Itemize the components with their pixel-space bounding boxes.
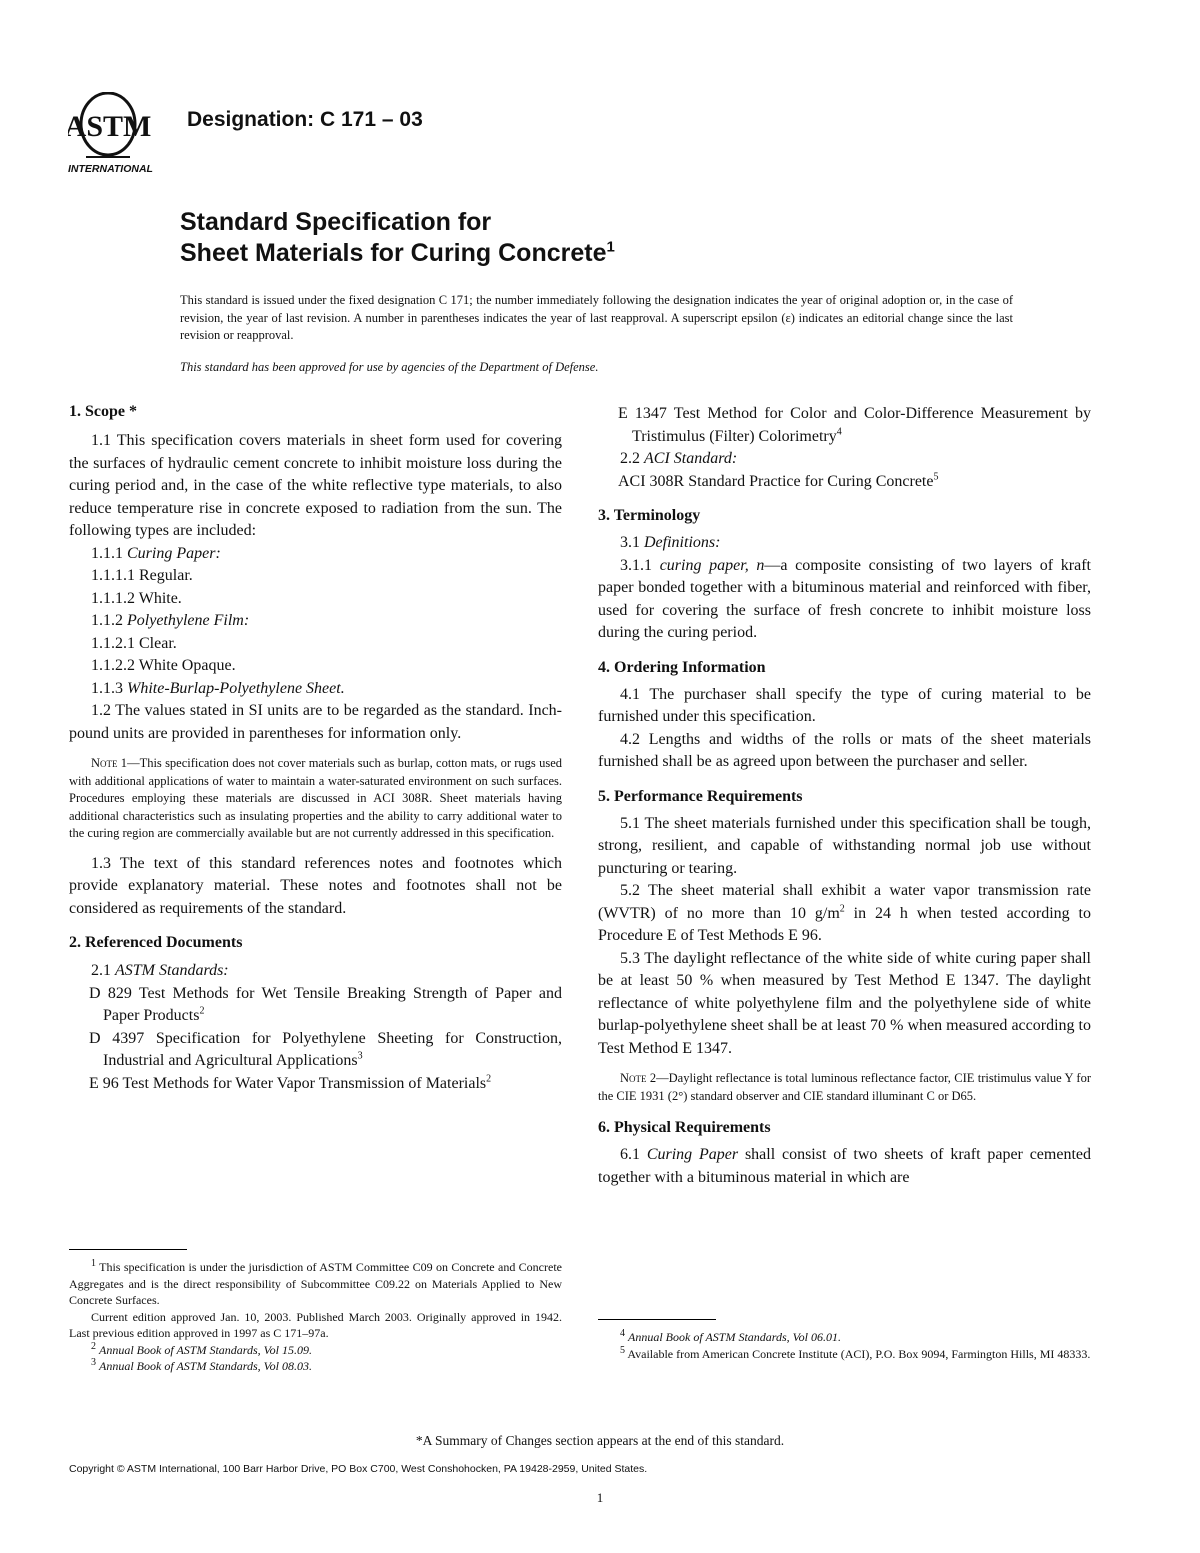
ref-aci-text: ACI 308R Standard Practice for Curing Concrete: [618, 472, 934, 490]
note-1: [69, 755, 562, 843]
ref-d4397-fn: 3: [357, 1050, 363, 1062]
footnote-4-text: Annual Book of ASTM Standards, Vol 06.01.: [628, 1330, 841, 1344]
para-2-1-text: ASTM Standards:: [115, 962, 229, 979]
footnote-3-mark: 3: [91, 1357, 96, 1368]
para-3-1-num: 3.1: [620, 534, 640, 551]
title-footnote-mark: 1: [606, 238, 615, 256]
footnote-1b: Current edition approved Jan. 10, 2003. Published March 2003. Originally approved in 1942. Last previous edition approved in 1997 as C 171–97a.: [69, 1309, 562, 1340]
left-column: [69, 403, 562, 1095]
para-4-2: 4.2 Lengths and widths of the rolls or mats of the sheet materials furnished shall be as agreed upon between the purchaser and seller.: [598, 730, 1091, 770]
right-footnote-rule: [598, 1319, 716, 1320]
ref-d4397-text: D 4397 Specification for Polyethylene Sheeting for Construction, Industrial and Agricultural Applications: [89, 1029, 562, 1069]
para-1-1-1-text: Curing Paper:: [127, 544, 221, 562]
title-line-2: [180, 238, 615, 269]
para-6-1-term: Curing Paper: [646, 1146, 739, 1163]
para-5-2-text-a: 5.2 The sheet material shall exhibit a water vapor transmission rate (WVTR) of no more than 10 g/m: [598, 882, 1091, 922]
para-1-1-3: [69, 678, 562, 701]
ref-e96-text: E 96 Test Methods for Water Vapor Transmission of Materials: [89, 1074, 487, 1092]
page-number: 1: [596, 1490, 604, 1505]
para-6-1: [598, 1144, 1091, 1189]
section-6-heading: 6. Physical Requirements: [598, 1119, 771, 1136]
astm-logo: [68, 92, 168, 177]
logo-letters: ASTM: [68, 110, 152, 143]
footnote-1-mark: 1: [91, 1258, 96, 1269]
para-5-2-text-b: in 24 h when tested according to Procedure E of Test Methods E 96.: [598, 904, 1091, 944]
para-2-2: [598, 448, 1091, 471]
ref-d829-text: D 829 Test Methods for Wet Tensile Breaking Strength of Paper and Paper Products: [89, 984, 562, 1024]
para-1-1-1-1: 1.1.1.1 Regular.: [91, 567, 193, 584]
ref-e96: [89, 1073, 562, 1096]
footnote-5-mark: 5: [620, 1344, 625, 1356]
para-1-1-2-1: 1.1.2.1 Clear.: [91, 634, 177, 652]
footnote-2-text: Annual Book of ASTM Standards, Vol 15.09.: [99, 1342, 312, 1357]
ref-d829-fn: 2: [199, 1005, 205, 1017]
logo-international: INTERNATIONAL: [68, 163, 153, 175]
footnote-1-text: This specification is under the jurisdiction of ASTM Committee C09 on Concrete and Concrete Aggregates and is the direct responsibility of Subcommittee C09.22 on Materials Applied to New Concrete Surfaces.: [69, 1260, 562, 1307]
para-1-1-1: [69, 543, 562, 566]
para-3-1: [598, 532, 1091, 555]
ref-d4397: [89, 1028, 562, 1073]
right-column: [598, 403, 1091, 1189]
para-2-2-num: 2.2: [620, 450, 640, 467]
para-3-1-1-text: —a composite consisting of two layers of kraft paper bonded together with a bituminous material and reinforced with fiber, used for covering the surface of fresh concrete to inhibit moisture loss during the curing period.: [598, 556, 1092, 641]
ref-aci-fn: 5: [933, 471, 939, 483]
para-2-2-text: ACI Standard:: [644, 450, 738, 467]
footnote-4-mark: 4: [620, 1328, 625, 1339]
astm-logo-icon: [68, 92, 168, 177]
para-1-1-1-num: 1.1.1: [91, 544, 123, 562]
ref-d829: [89, 983, 562, 1028]
footnote-5-text: Available from American Concrete Institute (ACI), P.O. Box 9094, Farmington Hills, MI 48333.: [627, 1346, 1091, 1361]
section-1-heading: 1. Scope *: [69, 403, 137, 420]
copyright: Copyright © ASTM International, 100 Barr Harbor Drive, PO Box C700, West Conshohocken, PA 19428-2959, United States.: [69, 1463, 648, 1475]
right-footnotes: [598, 1329, 1091, 1362]
approved-statement: This standard has been approved for use by agencies of the Department of Defense.: [180, 360, 599, 374]
para-1-1: 1.1 This specification covers materials in sheet form used for covering the surfaces of hydraulic cement concrete to inhibit moisture loss during the curing period and, in the case of the white reflective type materials, to also reduce temperature rise in concrete exposed to radiation from the sun. The following types are included:: [69, 432, 562, 539]
section-3-heading: 3. Terminology: [598, 507, 701, 524]
para-1-1-2-text: Polyethylene Film:: [127, 612, 250, 629]
para-1-1-3-text: White-Burlap-Polyethylene Sheet.: [127, 679, 345, 697]
left-footnote-rule: [69, 1249, 187, 1250]
para-1-1-2-2: 1.1.2.2 White Opaque.: [91, 657, 236, 674]
para-1-3: 1.3 The text of this standard references notes and footnotes which provide explanatory material. These notes and footnotes shall not be considered as requirements of the standard.: [69, 854, 562, 917]
designation: Designation: C 171 – 03: [187, 108, 423, 131]
para-6-1-num: 6.1: [620, 1146, 640, 1163]
para-5-1: 5.1 The sheet materials furnished under this specification shall be tough, strong, resilient, and capable of withstanding normal job use without puncturing or tearing.: [598, 814, 1091, 877]
issued-statement: This standard is issued under the fixed designation C 171; the number immediately following the designation indicates the year of original adoption or, in the case of revision, the year of last revision. A number in parentheses indicates the year of last reapproval. A superscript epsilon (ε) indicates an editorial change since the last revision or reapproval.: [180, 293, 1013, 342]
note-2: [598, 1070, 1091, 1105]
footnote-2-mark: 2: [91, 1340, 96, 1352]
footnote-3: [69, 1358, 562, 1375]
para-5-2-sup: 2: [839, 903, 845, 915]
para-2-1-num: 2.1: [91, 962, 111, 979]
ref-e1347-text: E 1347 Test Method for Color and Color-Difference Measurement by Tristimulus (Filter) Colorimetry: [618, 405, 1091, 445]
ref-aci: [618, 471, 1091, 494]
title-line-2-text: Sheet Materials for Curing Concrete: [180, 239, 607, 267]
para-5-3: 5.3 The daylight reflectance of the white side of white curing paper shall be at least 50 % when measured by Test Method E 1347. The daylight reflectance of white polyethylene film and the polyethylene side of white burlap-polyethylene sheet shall be at least 70 % when measured according to Test Method E 1347.: [598, 949, 1091, 1057]
ref-e96-fn: 2: [486, 1073, 492, 1085]
para-1-1-1-2: 1.1.1.2 White.: [91, 589, 182, 607]
summary-of-changes-note: *A Summary of Changes section appears at the end of this standard.: [415, 1433, 785, 1448]
section-2-heading: 2. Referenced Documents: [69, 934, 243, 951]
note-2-text: —Daylight reflectance is total luminous reflectance factor, CIE tristimulus value Y for the CIE 1931 (2°) standard observer and CIE standard illuminant C or D65.: [598, 1071, 1091, 1103]
left-footnotes: [69, 1259, 562, 1375]
para-1-2: 1.2 The values stated in SI units are to be regarded as the standard. Inch-pound units are provided in parentheses for information only.: [69, 702, 562, 742]
para-3-1-1-num: 3.1.1: [620, 556, 652, 574]
para-6-1-text: shall consist of two sheets of kraft paper cemented together with a bituminous material in which are: [598, 1146, 1092, 1186]
para-2-1: [69, 960, 562, 983]
ref-e1347: [618, 403, 1091, 448]
note-2-label: Note 2: [620, 1071, 657, 1085]
document-title: [180, 207, 615, 269]
title-line-1: Standard Specification for: [180, 208, 492, 236]
footnote-5: [598, 1346, 1091, 1363]
para-3-1-text: Definitions:: [644, 534, 721, 551]
section-4-heading: 4. Ordering Information: [598, 658, 766, 676]
para-1-1-2: [69, 610, 562, 633]
note-1-text: —This specification does not cover materials such as burlap, cotton mats, or rugs used with additional applications of water to maintain a water-saturated environment on such surfaces. Procedures employing these materials are discussed in ACI 308R. Sheet materials having additional characteristics such as insulating properties and the ability to carry additional water to the curing region are commercially available but are not currently addressed in this specification.: [69, 756, 562, 840]
para-1-1-3-num: 1.1.3: [91, 679, 123, 697]
footnote-1: [69, 1259, 562, 1309]
section-5-heading: 5. Performance Requirements: [598, 787, 803, 805]
note-1-label: Note 1: [91, 756, 128, 770]
para-1-1-2-num: 1.1.2: [91, 612, 123, 629]
footnote-2: [69, 1342, 562, 1359]
para-5-2: [598, 880, 1091, 948]
para-4-1: 4.1 The purchaser shall specify the type of curing material to be furnished under this specification.: [598, 685, 1091, 725]
ref-e1347-fn: 4: [836, 426, 842, 438]
footnote-3-text: Annual Book of ASTM Standards, Vol 08.03.: [99, 1359, 312, 1373]
footnote-4: [598, 1329, 1091, 1346]
para-3-1-1: [598, 555, 1091, 645]
para-3-1-1-term: curing paper, n: [659, 556, 765, 574]
